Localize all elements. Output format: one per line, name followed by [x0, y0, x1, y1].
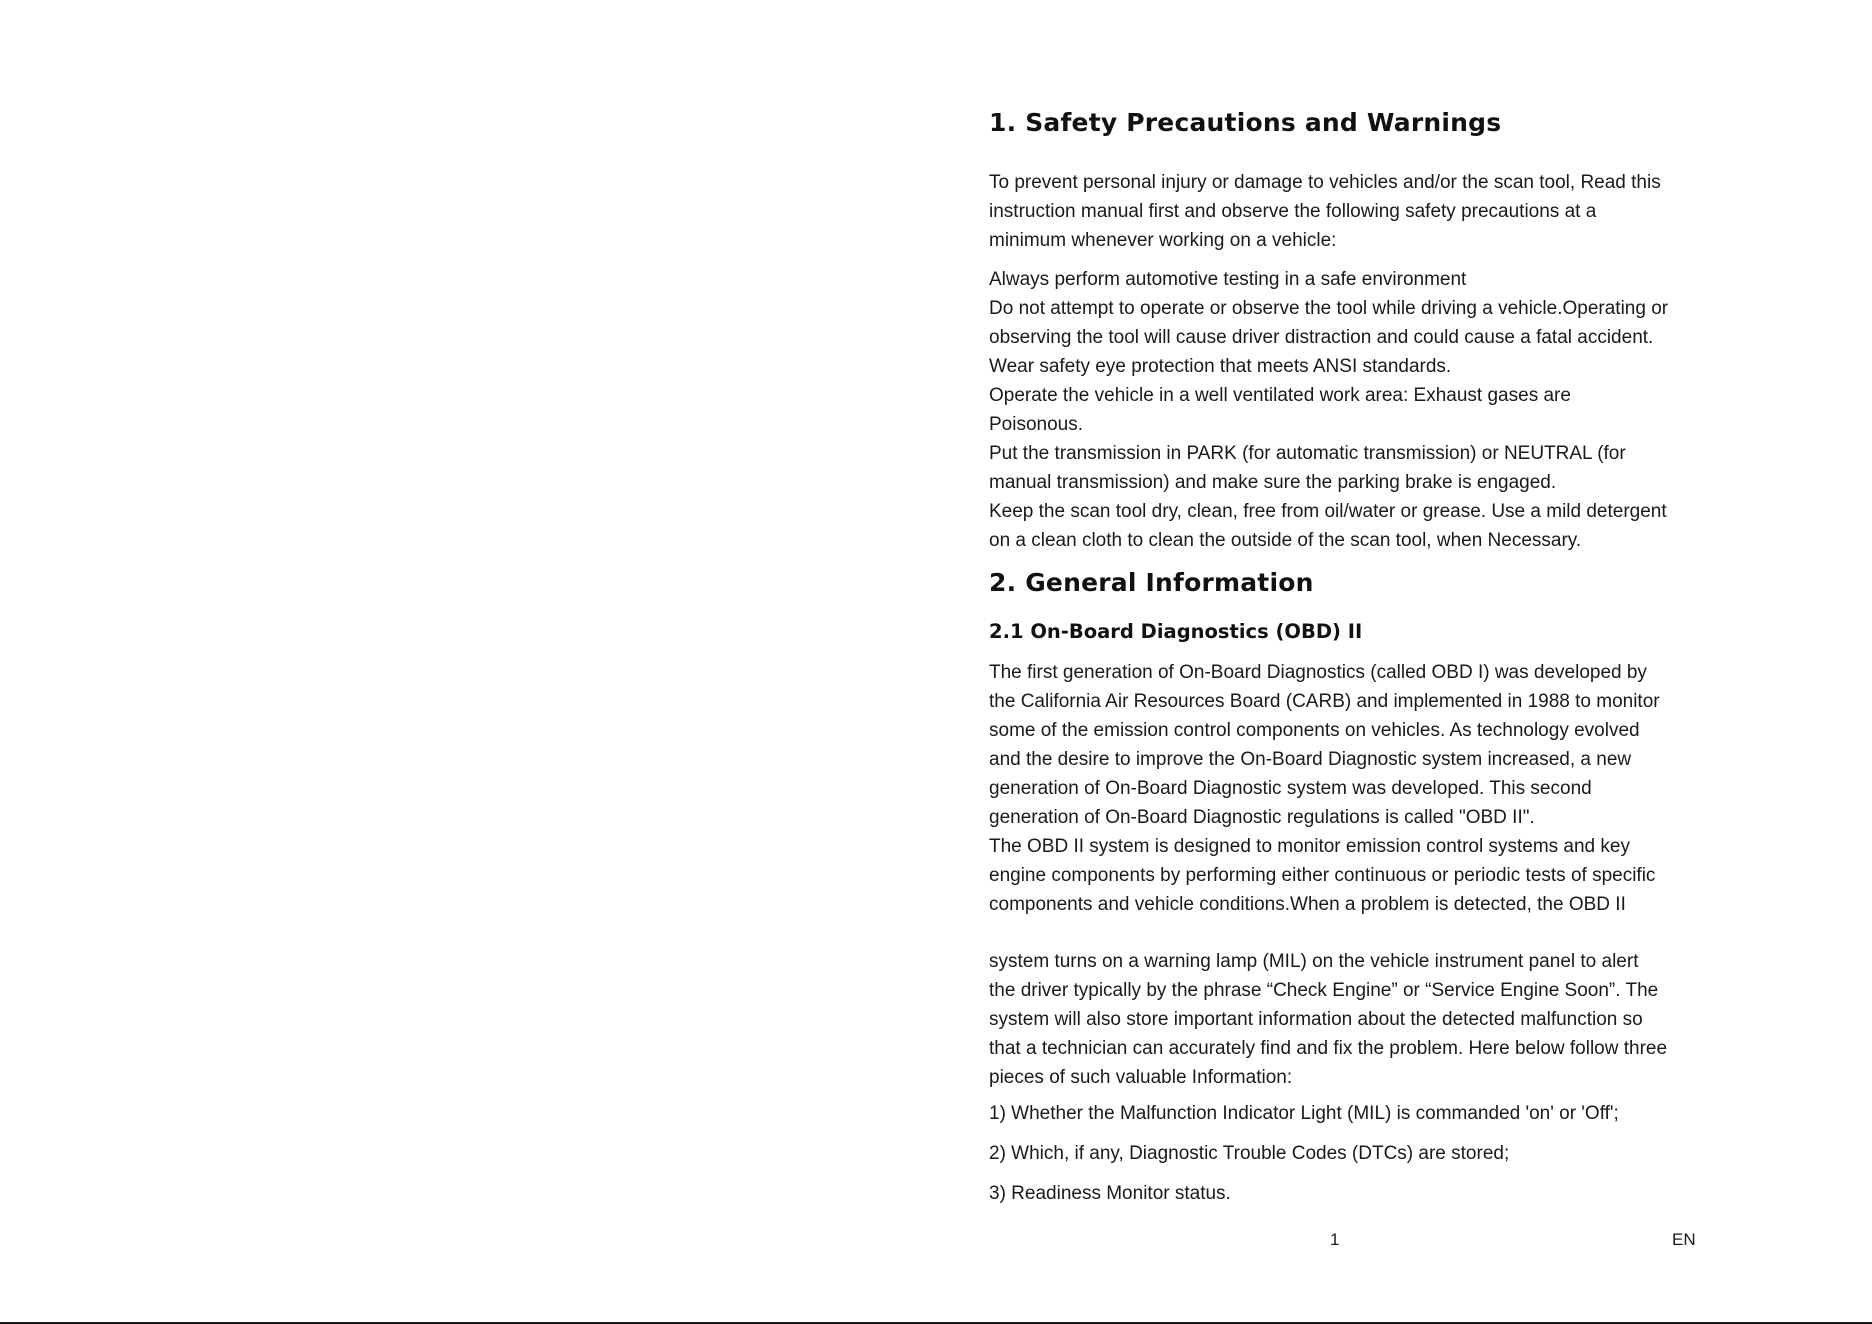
- text-line: system will also store important information about the detected malfunction so: [989, 1009, 1643, 1030]
- text-line: generation of On-Board Diagnostic system was developed. This second: [989, 778, 1592, 799]
- text-line: and the desire to improve the On-Board Diagnostic system increased, a new: [989, 749, 1632, 770]
- text-line: Poisonous.: [989, 414, 1084, 435]
- text-line: the California Air Resources Board (CARB) and implemented in 1988 to monitor: [989, 691, 1660, 712]
- text-line: pieces of such valuable Information:: [989, 1067, 1293, 1088]
- text-line: observing the tool will cause driver distraction and could cause a fatal accident.: [989, 327, 1654, 348]
- text-line: manual transmission) and make sure the parking brake is engaged.: [989, 472, 1557, 493]
- text-line: The OBD II system is designed to monitor emission control systems and key: [989, 836, 1630, 857]
- text-line: some of the emission control components on vehicles. As technology evolved: [989, 720, 1640, 741]
- language-label: EN: [1672, 1230, 1696, 1249]
- section-2-heading: 2. General Information: [989, 568, 1314, 597]
- text-line: on a clean cloth to clean the outside of the scan tool, when Necessary.: [989, 530, 1582, 551]
- page-number: 1: [1330, 1230, 1340, 1249]
- obd-paragraph-1: [989, 658, 1660, 919]
- safety-intro-paragraph: [989, 168, 1661, 255]
- text-line: components and vehicle conditions.When a problem is detected, the OBD II: [989, 894, 1626, 915]
- text-line: instruction manual first and observe the following safety precautions at a: [989, 201, 1597, 222]
- safety-items: [989, 265, 1668, 555]
- section-2-1-subheading: 2.1 On-Board Diagnostics (OBD) II: [989, 620, 1363, 643]
- section-1-heading: 1. Safety Precautions and Warnings: [989, 108, 1502, 137]
- text-line: The first generation of On-Board Diagnostics (called OBD I) was developed by: [989, 662, 1647, 683]
- text-line: system turns on a warning lamp (MIL) on the vehicle instrument panel to alert: [989, 951, 1639, 972]
- text-line: Keep the scan tool dry, clean, free from oil/water or grease. Use a mild detergent: [989, 501, 1667, 522]
- text-line: Operate the vehicle in a well ventilated work area: Exhaust gases are: [989, 385, 1571, 406]
- text-line: minimum whenever working on a vehicle:: [989, 230, 1337, 251]
- obd-paragraph-2: [989, 947, 1667, 1092]
- text-line: generation of On-Board Diagnostic regulations is called "OBD II".: [989, 807, 1535, 828]
- text-line: the driver typically by the phrase “Check Engine” or “Service Engine Soon”. The: [989, 980, 1659, 1001]
- list-item: 2) Which, if any, Diagnostic Trouble Codes (DTCs) are stored;: [989, 1143, 1510, 1164]
- text-line: that a technician can accurately find and fix the problem. Here below follow three: [989, 1038, 1668, 1059]
- text-line: Do not attempt to operate or observe the tool while driving a vehicle.Operating or: [989, 298, 1669, 319]
- obd-info-list: [989, 1099, 1619, 1208]
- text-line: Always perform automotive testing in a safe environment: [989, 269, 1467, 290]
- text-line: To prevent personal injury or damage to vehicles and/or the scan tool, Read this: [989, 172, 1661, 193]
- text-line: Wear safety eye protection that meets ANSI standards.: [989, 356, 1452, 377]
- list-item: 3) Readiness Monitor status.: [989, 1183, 1231, 1204]
- text-line: engine components by performing either continuous or periodic tests of specific: [989, 865, 1656, 886]
- text-line: Put the transmission in PARK (for automatic transmission) or NEUTRAL (for: [989, 443, 1626, 464]
- list-item: 1) Whether the Malfunction Indicator Light (MIL) is commanded 'on' or 'Off';: [989, 1103, 1619, 1124]
